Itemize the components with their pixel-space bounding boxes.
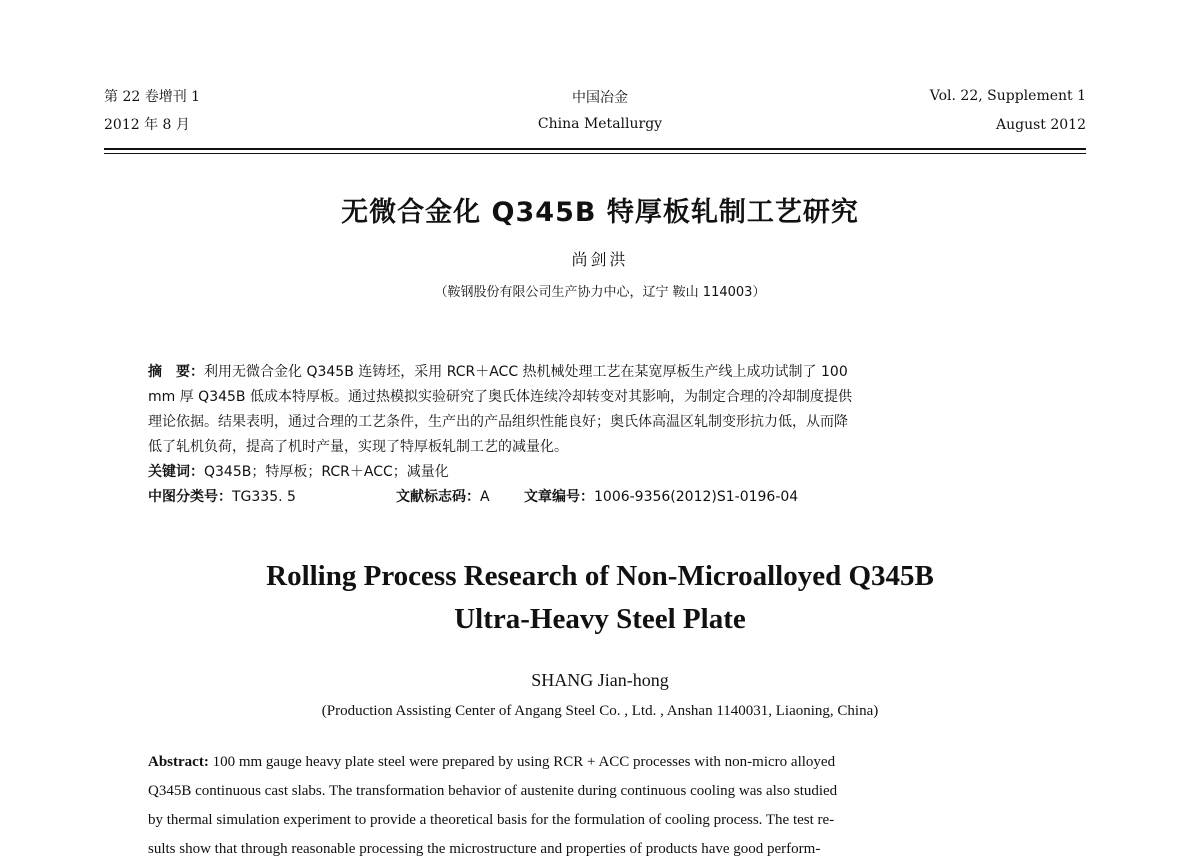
journal-date-en: August 2012 xyxy=(996,117,1086,133)
abstract-en-line: Abstract: 100 mm gauge heavy plate steel were prepared by using RCR + ACC processes with non-micro alloyed xyxy=(148,754,836,770)
author-cn: 尚剑洪 xyxy=(571,250,629,269)
journal-date: 2012 年 8 月 xyxy=(104,117,190,133)
abstract-en-label: Abstract: xyxy=(148,754,209,770)
abstract-en-line: Q345B continuous cast slabs. The transformation behavior of austenite during continuous cooling was also studied xyxy=(148,783,838,799)
abstract-cn xyxy=(148,360,1048,510)
keywords-label: 关键词： xyxy=(148,464,204,480)
abstract-en xyxy=(148,748,1046,864)
doc-code-value: A xyxy=(480,489,490,505)
journal-volume-en: Vol. 22, Supplement 1 xyxy=(929,88,1086,104)
abstract-cn-line: 理论依据。结果表明，通过合理的工艺条件，生产出的产品组织性能良好；奥氏体高温区轧制变形抗力低，从而降 xyxy=(148,414,848,430)
abstract-cn-line: 摘 要：利用无微合金化 Q345B 连铸坯，采用 RCR＋ACC 热机械处理工艺在某宽厚板生产线上成功试制了 100 xyxy=(148,364,848,380)
doc-code-label: 文献标志码： xyxy=(396,489,480,505)
keywords-cn: 关键词：Q345B；特厚板；RCR＋ACC；减量化 xyxy=(148,464,449,480)
title-en-line2: Ultra-Heavy Steel Plate xyxy=(454,603,746,635)
author-en: SHANG Jian-hong xyxy=(531,670,669,690)
journal-name-cn: 中国冶金 xyxy=(572,90,628,106)
clc-value: TG335. 5 xyxy=(232,489,296,505)
article-number-value: 1006-9356(2012)S1-0196-04 xyxy=(594,489,799,505)
title-cn: 无微合金化 Q345B 特厚板轧制工艺研究 xyxy=(341,197,859,228)
affiliation-en: (Production Assisting Center of Angang Steel Co. , Ltd. , Anshan 1140031, Liaoning, China) xyxy=(321,703,879,719)
abstract-en-line: sults show that through reasonable processing the microstructure and properties of products have good perform- xyxy=(148,841,821,857)
journal-volume: 第 22 卷增刊 1 xyxy=(104,89,201,105)
journal-name-en: China Metallurgy xyxy=(537,116,663,132)
abstract-cn-line: mm 厚 Q345B 低成本特厚板。通过热模拟实验研究了奥氏体连续冷却转变对其影响，为制定合理的冷却制度提供 xyxy=(148,389,852,405)
header-rule-thick xyxy=(104,148,1086,150)
title-en-line1: Rolling Process Research of Non-Microalloyed Q345B xyxy=(266,560,934,592)
clc-label: 中图分类号： xyxy=(148,489,232,505)
abstract-cn-line: 低了轧机负荷，提高了机时产量，实现了特厚板轧制工艺的减量化。 xyxy=(148,439,568,455)
affiliation-cn: （鞍钢股份有限公司生产协力中心，辽宁 鞍山 114003） xyxy=(434,285,766,300)
abstract-en-line: by thermal simulation experiment to provide a theoretical basis for the formulation of cooling process. The test re- xyxy=(148,812,835,828)
classification-line xyxy=(148,485,1048,510)
article-number-label: 文章编号： xyxy=(524,489,594,505)
abstract-cn-label: 摘 要： xyxy=(148,364,204,380)
header-rule-thin xyxy=(104,153,1086,154)
